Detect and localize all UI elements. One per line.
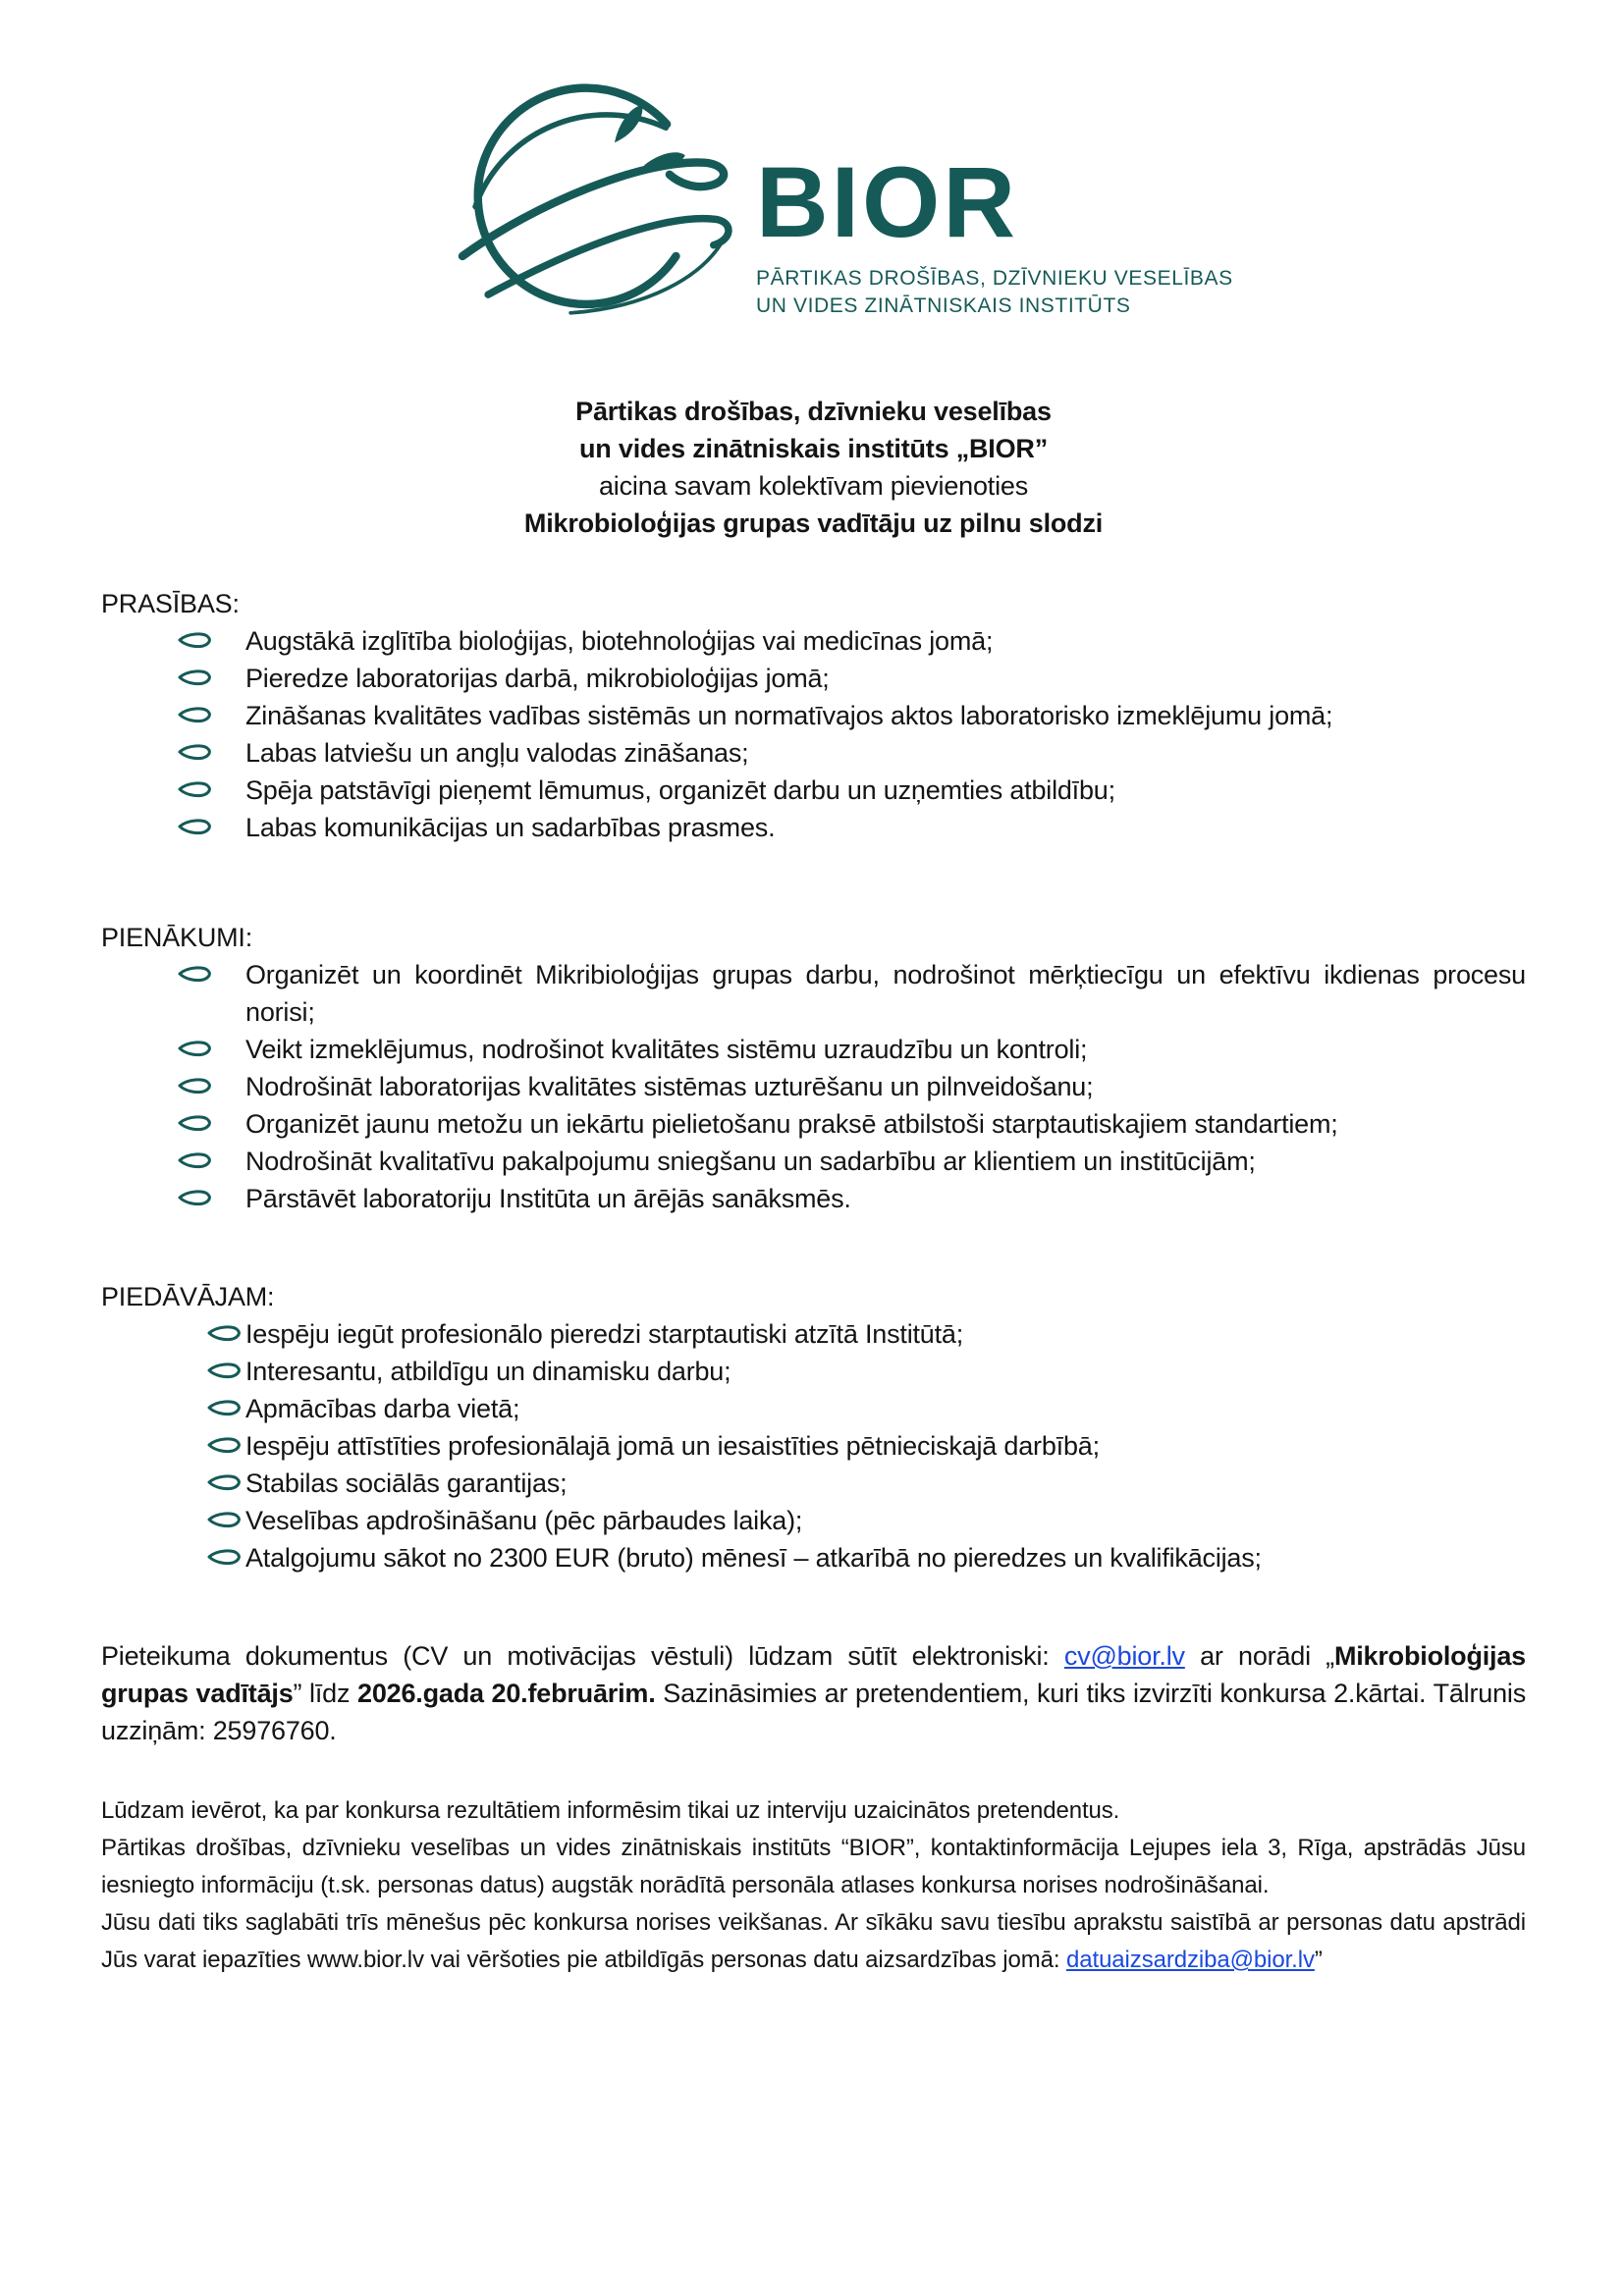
section-heading: PIENĀKUMI:: [101, 923, 253, 952]
application-text: ” līdz: [293, 1679, 358, 1708]
application-instructions: [101, 1637, 1526, 1749]
list-item-text: Apmācības darba vietā;: [245, 1394, 520, 1423]
bullet-icon: [178, 1150, 211, 1170]
bullet-icon: [178, 817, 211, 836]
bullet-icon: [178, 1076, 211, 1095]
bullet-icon: [178, 964, 211, 984]
offer-list: [101, 1315, 1526, 1576]
duties-list: [101, 956, 1526, 1217]
section-offer: [101, 1278, 1526, 1576]
list-item-text: Organizēt jaunu metožu un iekārtu pielietošanu praksē atbilstoši starptautiskajiem standartiem;: [245, 1109, 1338, 1139]
list-item-text: Veselības apdrošināšanu (pēc pārbaudes laika);: [245, 1506, 803, 1535]
bullet-icon: [178, 705, 211, 724]
list-item: [101, 1539, 1526, 1576]
list-item-text: Veikt izmeklējumus, nodrošinot kvalitātes sistēmu uzraudzību un kontroli;: [245, 1035, 1088, 1064]
bullet-icon: [178, 1113, 211, 1133]
bullet-icon: [207, 1510, 241, 1529]
list-item: [101, 660, 1526, 697]
vacancy-title: [101, 393, 1526, 542]
title-line-4: Mikrobioloģijas grupas vadītāju uz pilnu slodzi: [523, 508, 1104, 538]
bullet-icon: [207, 1323, 241, 1343]
legal-retention-text: Jūsu dati tiks saglabāti trīs mēnešus pēc konkursa norises veikšanas. Ar sīkāku savu tiesību aprakstu saistībā ar personas datu apstrādi Jūs varat iepazīties www.bior.lv vai vēršoties pie atbildīgās personas datu aizsardzības jomā:: [101, 1909, 1526, 1973]
list-item: [101, 956, 1526, 1031]
list-item: [101, 1390, 1526, 1427]
email-link-cv[interactable]: cv@bior.lv: [1063, 1641, 1185, 1671]
brand-subtitle-line2: UN VIDES ZINĀTNISKAIS INSTITŪTS: [756, 294, 1131, 317]
bullet-icon: [207, 1472, 241, 1492]
bullet-icon: [207, 1361, 241, 1380]
title-line-1: Pārtikas drošības, dzīvnieku veselības: [575, 397, 1052, 426]
position-name-bold: Mikrobioloģijas grupas vadītājs: [101, 1641, 1526, 1708]
legal-closing-quote: ”: [1314, 1947, 1323, 1973]
list-item: [101, 697, 1526, 734]
bullet-icon: [178, 1188, 211, 1207]
list-item-text: Nodrošināt kvalitatīvu pakalpojumu sniegšanu un sadarbību ar klientiem un institūcijām;: [245, 1147, 1256, 1176]
list-item-text: Zināšanas kvalitātes vadības sistēmās un normatīvajos aktos laboratorisko izmeklējumu jomā;: [245, 701, 1333, 730]
title-line-3: aicina savam kolektīvam pievienoties: [598, 471, 1028, 501]
brand-subtitle-line1: PĀRTIKAS DROŠĪBAS, DZĪVNIEKU VESELĪBAS: [756, 267, 1233, 290]
list-item: [101, 1427, 1526, 1465]
legal-paragraph-retention: [101, 1904, 1526, 1979]
list-item-text: Iespēju attīstīties profesionālajā jomā un iesaistīties pētnieciskajā darbībā;: [245, 1431, 1100, 1461]
brand-subtitle: [756, 265, 1233, 320]
legal-paragraph-processing: Pārtikas drošības, dzīvnieku veselības un vides zinātniskais institūts “BIOR”, kontaktinformācija Lejupes iela 3, Rīga, apstrādās Jūsu iesniegto informāciju (t.sk. personas datus) augstāk norādītā personāla atlases konkursa norises nodrošināšanai.: [101, 1835, 1526, 1898]
application-text: ar norādi „: [1184, 1641, 1334, 1671]
section-requirements: [101, 585, 1526, 846]
application-text: Sazināsimies ar pretendentiem, kuri tiks izvirzīti konkursa 2.kārtai. Tālrunis uzziņām: 25976760.: [101, 1679, 1526, 1745]
list-item: [101, 734, 1526, 772]
bullet-icon: [178, 742, 211, 762]
section-heading: PIEDĀVĀJAM:: [101, 1282, 275, 1311]
list-item: [101, 1143, 1526, 1180]
bullet-icon: [178, 779, 211, 799]
bullet-icon: [207, 1435, 241, 1455]
application-text: Pieteikuma dokumentus (CV un motivācijas vēstuli) lūdzam sūtīt elektroniski:: [101, 1641, 1064, 1671]
email-link-dataprotection[interactable]: datuaizsardziba@bior.lv: [1066, 1947, 1315, 1973]
list-item: [101, 1465, 1526, 1502]
list-item: [101, 1180, 1526, 1217]
list-item: [101, 809, 1526, 846]
brand-wordmark: BIOR: [756, 146, 1018, 258]
title-line-2: un vides zinātniskais institūts „BIOR”: [579, 434, 1048, 463]
list-item-text: Interesantu, atbildīgu un dinamisku darbu;: [245, 1357, 731, 1386]
list-item-text: Spēja patstāvīgi pieņemt lēmumus, organizēt darbu un uzņemties atbildību;: [245, 775, 1115, 805]
list-item-text: Pieredze laboratorijas darbā, mikrobioloģijas jomā;: [245, 664, 830, 693]
list-item: [101, 1031, 1526, 1068]
legal-paragraph-results: Lūdzam ievērot, ka par konkursa rezultātiem informēsim tikai uz interviju uzaicinātos pretendentus.: [101, 1797, 1120, 1824]
bullet-icon: [178, 630, 211, 650]
list-item: [101, 1068, 1526, 1105]
section-heading: PRASĪBAS:: [101, 589, 240, 618]
list-item-text: Pārstāvēt laboratoriju Institūta un ārējās sanāksmēs.: [245, 1184, 851, 1213]
list-item-text: Labas latviešu un angļu valodas zināšanas;: [245, 738, 749, 768]
list-item: [101, 1502, 1526, 1539]
list-item-text: Nodrošināt laboratorijas kvalitātes sistēmas uzturēšanu un pilnveidošanu;: [245, 1072, 1094, 1101]
bullet-icon: [207, 1547, 241, 1567]
bullet-icon: [178, 667, 211, 687]
deadline-bold: 2026.gada 20.februārim.: [357, 1679, 656, 1708]
list-item-text: Augstākā izglītība bioloģijas, biotehnoloģijas vai medicīnas jomā;: [245, 626, 994, 656]
requirements-list: [101, 622, 1526, 846]
list-item-text: Labas komunikācijas un sadarbības prasmes.: [245, 813, 776, 842]
list-item-text: Atalgojumu sākot no 2300 EUR (bruto) mēnesī – atkarībā no pieredzes un kvalifikācijas;: [245, 1543, 1262, 1573]
logo-text-block: [756, 146, 1233, 320]
legal-footer: [101, 1792, 1526, 1979]
list-item-text: Iespēju iegūt profesionālo pieredzi starptautiski atzītā Institūtā;: [245, 1319, 964, 1349]
list-item: [101, 1353, 1526, 1390]
list-item: [101, 1315, 1526, 1353]
list-item-text: Stabilas sociālās garantijas;: [245, 1468, 568, 1498]
section-duties: [101, 919, 1526, 1217]
list-item: [101, 772, 1526, 809]
list-item: [101, 1105, 1526, 1143]
list-item: [101, 622, 1526, 660]
list-item-text: Organizēt un koordinēt Mikribioloģijas grupas darbu, nodrošinot mērķtiecīgu un efektīvu ikdienas procesu norisi;: [245, 960, 1526, 1027]
bullet-icon: [207, 1398, 241, 1417]
bior-logo-icon: [430, 77, 742, 324]
bullet-icon: [178, 1039, 211, 1058]
logo-block: [430, 77, 1526, 330]
